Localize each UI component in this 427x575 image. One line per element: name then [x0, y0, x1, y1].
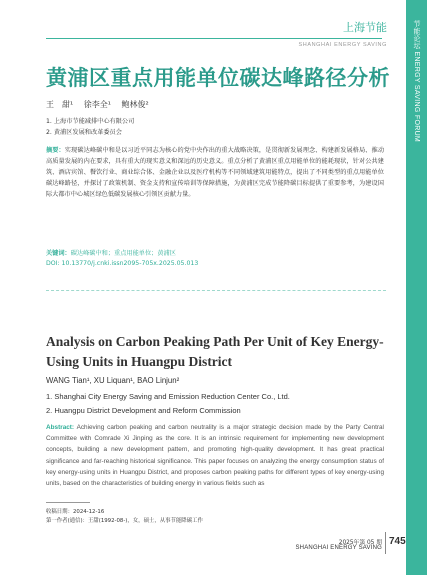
footnote-received: 收稿日期：2024-12-16 [46, 509, 105, 515]
doi: DOI: 10.13770/j.cnki.issn2095-705x.2025.05.013 [46, 260, 199, 267]
keywords-cn [46, 248, 176, 257]
authors-cn [46, 99, 157, 110]
abstract-en-label: Abstract: [46, 424, 75, 431]
page-number: 745 [389, 536, 406, 547]
section-divider [46, 290, 386, 291]
affiliation-en: 2. Huangpu District Development and Reform Commission [46, 406, 241, 415]
keywords-cn-text: 碳达峰碳中和；重点用能单位；黄浦区 [70, 250, 176, 257]
author-cn: 徐李全¹ [83, 100, 111, 109]
journal-name-en: SHANGHAI ENERGY SAVING [298, 42, 387, 48]
author-cn: 王 甜¹ [46, 100, 74, 109]
authors-en: WANG Tian¹, XU Liquan¹, BAO Linjun² [46, 376, 180, 385]
footnote-rule [46, 502, 90, 503]
affiliation-cn: 1. 上海市节能减排中心有限公司 [46, 118, 135, 125]
abstract-cn [46, 145, 384, 200]
keywords-cn-label: 关键词： [46, 250, 71, 257]
side-band-label: 节能论坛 ENERGY SAVING FORUM [413, 20, 420, 143]
footer-divider [385, 532, 386, 554]
affiliation-en: 1. Shanghai City Energy Saving and Emission Reduction Center Co., Ltd. [46, 392, 290, 401]
header-rule [46, 38, 382, 39]
article-title-en: Analysis on Carbon Peaking Path Per Unit of Key Energy-Using Units in Huangpu District [46, 334, 384, 369]
issue-label: 2025年第 05 期 [338, 540, 382, 546]
article-title-cn: 黄浦区重点用能单位碳达峰路径分析 [46, 65, 390, 90]
footer-journal-name: SHANGHAI ENERGY SAVING [295, 545, 382, 551]
abstract-cn-label: 摘要： [46, 147, 65, 154]
abstract-en-text: Achieving carbon peaking and carbon neutrality is a major strategic decision made by the Party Central Committee with Comrade Xi Jinping as the core. It is an intrinsic requirement for implementing new development concepts, building a new development pattern, and promoting high-quality development. It has great practical significance and far-reaching historical significance. This paper focuses on analyzing the energy consumption status of key energy-using units in Huangpu District, and proposes carbon peaking paths for different types of key energy-using units, based on the characteristics of building energy in various fields such as [46, 424, 384, 488]
abstract-cn-text: 实现碳达峰碳中和是以习近平同志为核心的党中央作出的重大战略决策，是贯彻新发展理念、构建新发展格局、推动高质量发展的内在要求，具有重大的现实意义和深远的历史意义。重点分析了黄浦区重点用能单位的能耗现状，针对公共建筑、酒店宾馆、餐饮行业、商业综合体、金融企业以及医疗机构等不同领域建筑用能特点，提出了不同类型的重点用能单位碳达峰路径，并探讨了政策机制、资金支持和宣传培训等保障措施，为黄浦区完成节能降碳目标提供了重要参考，为建设国际大都市中心城区绿色低碳发展核心引领区贡献力量。 [46, 147, 385, 198]
journal-name-cn: 上海节能 [343, 21, 387, 34]
author-cn: 鲍林俊² [121, 100, 149, 109]
abstract-en [46, 422, 384, 500]
affiliation-cn: 2. 黄浦区发展和改革委员会 [46, 129, 122, 136]
footnote-author: 第一作者(通信)：王甜(1992-08-)，女，硕士，从事节能降碳工作 [46, 518, 203, 524]
